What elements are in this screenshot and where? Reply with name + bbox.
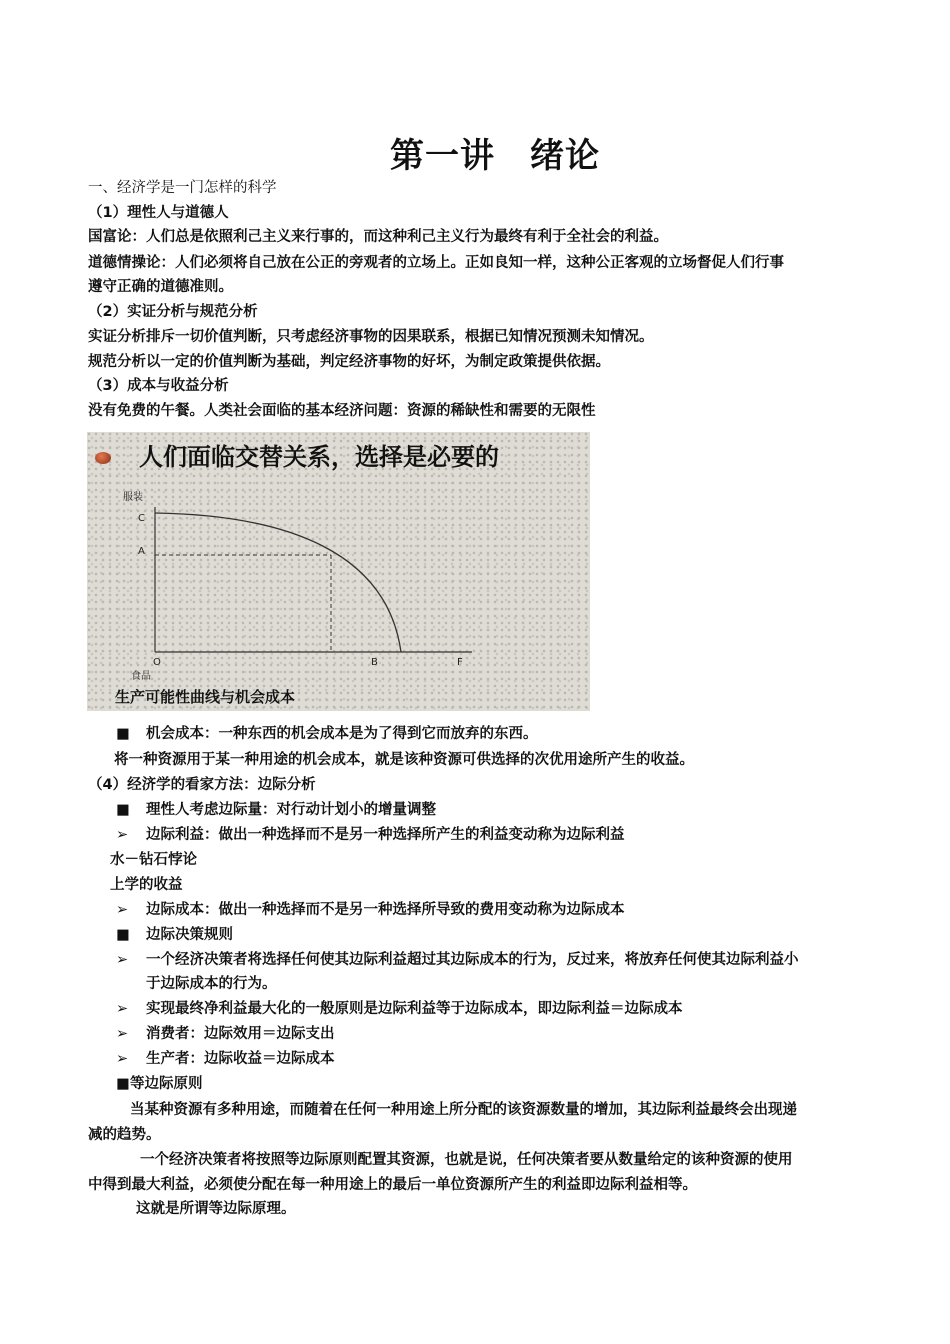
list-item: ■ 机会成本：一种东西的机会成本是为了得到它而放弃的东西。 — [116, 726, 538, 742]
list-item: ➢ 生产者：边际收益＝边际成本 — [116, 1051, 335, 1067]
figure-caption: 生产可能性曲线与机会成本 — [115, 688, 296, 706]
subsection-3: （3）成本与收益分析 — [88, 378, 229, 394]
paragraph-equimarginal-2-cont: 中得到最大利益，必须使分配在每一种用途上的最后一单位资源所产生的利益即边际利益相等。 — [88, 1177, 697, 1193]
paragraph-positive-analysis: 实证分析排斥一切价值判断，只考虑经济事物的因果联系，根据已知情况预测未知情况。 — [88, 329, 654, 345]
tick-a: A — [138, 546, 145, 557]
list-item: ➢ 边际利益：做出一种选择而不是另一种选择所产生的利益变动称为边际利益 — [116, 827, 625, 843]
line-school-benefit: 上学的收益 — [110, 877, 183, 893]
tick-b: B — [371, 657, 378, 668]
arrow-bullet-icon: ➢ — [116, 902, 129, 918]
tick-f: F — [457, 657, 463, 668]
paragraph-equimarginal-2: 一个经济决策者将按照等边际原则配置其资源，也就是说，任何决策者要从数量给定的该种资源的使用 — [140, 1152, 793, 1168]
arrow-bullet-icon: ➢ — [116, 1026, 129, 1042]
list-item: ➢ 实现最终净利益最大化的一般原则是边际利益等于边际成本，即边际利益＝边际成本 — [116, 1001, 683, 1017]
arrow-bullet-icon: ➢ — [116, 1001, 129, 1017]
subsection-2: （2）实证分析与规范分析 — [88, 304, 258, 320]
y-axis-label: 服装 — [123, 492, 143, 503]
ppf-diagram — [87, 432, 590, 711]
subsection-1: （1）理性人与道德人 — [88, 205, 229, 221]
list-item: ■等边际原则 — [116, 1076, 203, 1092]
arrow-bullet-icon: ➢ — [116, 952, 129, 968]
tick-c: C — [138, 513, 145, 524]
paragraph-moral-sentiments: 道德情操论：人们必须将自己放在公正的旁观者的立场上。正如良知一样，这种公正客观的立场督促人们行事 — [88, 255, 784, 271]
list-item: ➢ 边际成本：做出一种选择而不是另一种选择所导致的费用变动称为边际成本 — [116, 902, 625, 918]
paragraph-normative-analysis: 规范分析以一定的价值判断为基础，判定经济事物的好坏，为制定政策提供依据。 — [88, 354, 610, 370]
tick-o: O — [153, 657, 161, 668]
paragraph-opportunity-cost: 将一种资源用于某一种用途的机会成本，就是该种资源可供选择的次优用途所产生的收益。 — [114, 752, 694, 768]
line-water-diamond: 水－钻石悖论 — [110, 852, 197, 868]
list-item: ■ 理性人考虑边际量：对行动计划小的增量调整 — [116, 802, 436, 818]
square-bullet-icon: ■ — [116, 927, 130, 943]
paragraph-equimarginal-1-cont: 减的趋势。 — [88, 1127, 161, 1143]
paragraph-wealth-of-nations: 国富论：人们总是依照利己主义来行事的，而这种利己主义行为最终有利于全社会的利益。 — [88, 229, 668, 245]
list-item: ■ 边际决策规则 — [116, 927, 233, 943]
page-title: 第一讲 绪论 — [390, 136, 600, 176]
ppf-figure — [87, 432, 590, 711]
paragraph-moral-sentiments-cont: 遵守正确的道德准则。 — [88, 279, 233, 295]
square-bullet-icon: ■ — [116, 802, 130, 818]
x-axis-label: 食品 — [131, 671, 151, 682]
paragraph-equimarginal-3: 这就是所谓等边际原理。 — [136, 1201, 296, 1217]
list-item-cont: 于边际成本的行为。 — [146, 976, 277, 992]
section-heading-1: 一、经济学是一门怎样的科学 — [88, 180, 277, 196]
arrow-bullet-icon: ➢ — [116, 827, 129, 843]
square-bullet-icon: ■ — [116, 726, 130, 742]
list-item: ➢ 消费者：边际效用＝边际支出 — [116, 1026, 335, 1042]
paragraph-equimarginal-1: 当某种资源有多种用途，而随着在任何一种用途上所分配的该资源数量的增加，其边际利益最终会出现递 — [130, 1102, 797, 1118]
figure-headline: 人们面临交替关系，选择是必要的 — [139, 443, 499, 471]
ppf-curve — [155, 513, 401, 652]
arrow-bullet-icon: ➢ — [116, 1051, 129, 1067]
list-item: ➢ 一个经济决策者将选择任何使其边际利益超过其边际成本的行为，反过来，将放弃任何使其边际利益小 — [116, 952, 799, 968]
square-bullet-icon: ■ — [116, 1076, 130, 1092]
paragraph-no-free-lunch: 没有免费的午餐。人类社会面临的基本经济问题：资源的稀缺性和需要的无限性 — [88, 403, 596, 419]
subsection-4: （4）经济学的看家方法：边际分析 — [88, 777, 316, 793]
